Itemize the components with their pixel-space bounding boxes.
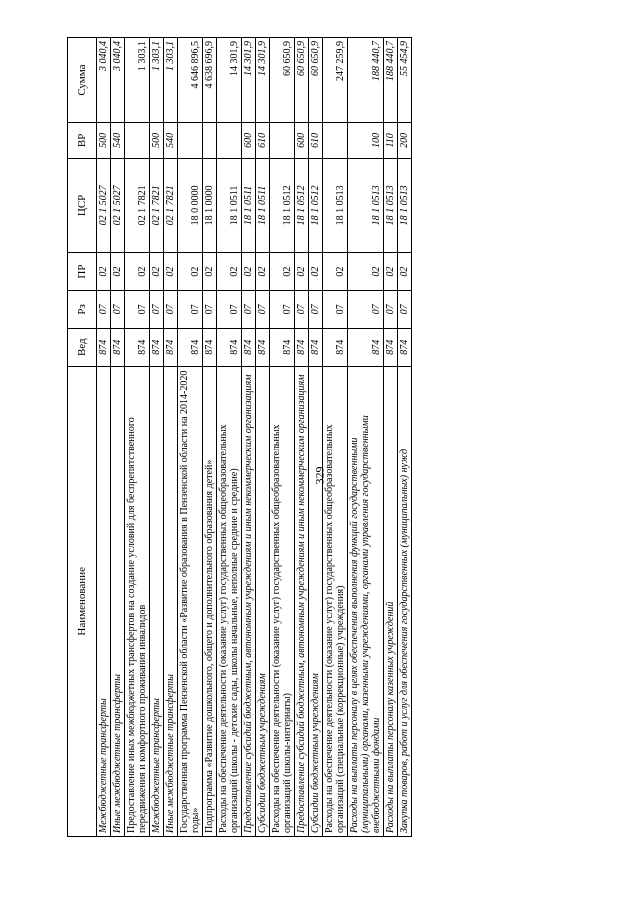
header-vr: ВР bbox=[68, 123, 97, 158]
table-row bbox=[270, 38, 295, 837]
cell-sum: 14 301,9 bbox=[217, 38, 242, 123]
cell-sum: 1 303,1 bbox=[164, 38, 178, 123]
cell-pr: 02 bbox=[309, 253, 323, 291]
cell-pr: 02 bbox=[384, 253, 398, 291]
cell-name: Субсидии бюджетным учреждениям bbox=[309, 366, 323, 836]
cell-csr: 18 1 0511 bbox=[242, 158, 256, 253]
cell-pr: 02 bbox=[295, 253, 309, 291]
cell-rz: 07 bbox=[384, 290, 398, 328]
header-name: Наименование bbox=[68, 366, 97, 836]
cell-ved: 874 bbox=[203, 328, 217, 366]
cell-sum: 3 040,4 bbox=[111, 38, 125, 123]
cell-rz: 07 bbox=[242, 290, 256, 328]
cell-vr: 540 bbox=[164, 123, 178, 158]
cell-csr: 02 1 7821 bbox=[125, 158, 150, 253]
cell-name: Субсидии бюджетным учреждениям bbox=[256, 366, 270, 836]
cell-ved: 874 bbox=[217, 328, 242, 366]
cell-csr: 02 1 7821 bbox=[164, 158, 178, 253]
cell-sum: 188 440,7 bbox=[384, 38, 398, 123]
cell-vr: 600 bbox=[295, 123, 309, 158]
table-row bbox=[348, 38, 384, 837]
table-row bbox=[256, 38, 270, 837]
cell-pr: 02 bbox=[178, 253, 203, 291]
cell-rz: 07 bbox=[295, 290, 309, 328]
cell-vr: 500 bbox=[97, 123, 111, 158]
cell-csr: 18 1 0513 bbox=[323, 158, 348, 253]
cell-vr bbox=[203, 123, 217, 158]
cell-ved: 874 bbox=[384, 328, 398, 366]
cell-pr: 02 bbox=[323, 253, 348, 291]
cell-rz: 07 bbox=[125, 290, 150, 328]
cell-name: Расходы на обеспечение деятельности (оказание услуг) государственных общеобразовательных организаций (специальные (коррекционные) учреждения) bbox=[323, 366, 348, 836]
cell-sum: 55 454,9 bbox=[398, 38, 412, 123]
cell-csr: 18 1 0513 bbox=[384, 158, 398, 253]
cell-vr: 610 bbox=[309, 123, 323, 158]
cell-csr: 18 1 0513 bbox=[398, 158, 412, 253]
table-row bbox=[125, 38, 150, 837]
budget-table bbox=[67, 37, 412, 837]
cell-csr: 18 1 0000 bbox=[203, 158, 217, 253]
cell-rz: 07 bbox=[203, 290, 217, 328]
cell-csr: 02 1 5027 bbox=[97, 158, 111, 253]
cell-ved: 874 bbox=[309, 328, 323, 366]
cell-name: Расходы на выплаты персоналу в целях обеспечения выполнения функций государственными (муниципальными) органами, казенными учреждениями, органами управления государственными внебюджетными фондами bbox=[348, 366, 384, 836]
cell-vr bbox=[217, 123, 242, 158]
cell-name: Предоставление иных межбюджетных трансфертов на создание условий для беспрепятственного передвижения и комфортного проживания инвалидов bbox=[125, 366, 150, 836]
cell-vr bbox=[178, 123, 203, 158]
table-row bbox=[203, 38, 217, 837]
cell-pr: 02 bbox=[217, 253, 242, 291]
cell-sum: 14 301,9 bbox=[256, 38, 270, 123]
cell-vr: 100 bbox=[348, 123, 384, 158]
cell-csr: 18 1 0513 bbox=[348, 158, 384, 253]
cell-ved: 874 bbox=[295, 328, 309, 366]
cell-csr: 18 1 0512 bbox=[309, 158, 323, 253]
cell-sum: 3 040,4 bbox=[97, 38, 111, 123]
header-sum: Сумма bbox=[68, 38, 97, 123]
cell-ved: 874 bbox=[242, 328, 256, 366]
table-row bbox=[242, 38, 256, 837]
cell-pr: 02 bbox=[125, 253, 150, 291]
header-pr: ПР bbox=[68, 253, 97, 291]
cell-csr: 18 1 0511 bbox=[217, 158, 242, 253]
cell-rz: 07 bbox=[111, 290, 125, 328]
cell-ved: 874 bbox=[164, 328, 178, 366]
cell-rz: 07 bbox=[217, 290, 242, 328]
cell-rz: 07 bbox=[164, 290, 178, 328]
cell-pr: 02 bbox=[348, 253, 384, 291]
cell-ved: 874 bbox=[150, 328, 164, 366]
cell-csr: 18 1 0511 bbox=[256, 158, 270, 253]
cell-ved: 874 bbox=[398, 328, 412, 366]
cell-sum: 1 303,1 bbox=[150, 38, 164, 123]
header-rz: Рз bbox=[68, 290, 97, 328]
cell-rz: 07 bbox=[323, 290, 348, 328]
cell-rz: 07 bbox=[256, 290, 270, 328]
cell-pr: 02 bbox=[111, 253, 125, 291]
cell-name: Расходы на обеспечение деятельности (оказание услуг) государственных общеобразовательных организаций (школы-интернаты) bbox=[270, 366, 295, 836]
cell-pr: 02 bbox=[203, 253, 217, 291]
page-number: 329 bbox=[312, 466, 327, 485]
cell-sum: 4 646 896,5 bbox=[178, 38, 203, 123]
cell-csr: 18 1 0512 bbox=[270, 158, 295, 253]
table-row bbox=[150, 38, 164, 837]
cell-name: Расходы на обеспечение деятельности (оказание услуг) государственных общеобразовательных организаций (школы - детские сады, школы начальные, неполные средние и средние) bbox=[217, 366, 242, 836]
cell-vr: 110 bbox=[384, 123, 398, 158]
table-row bbox=[178, 38, 203, 837]
cell-vr: 610 bbox=[256, 123, 270, 158]
cell-rz: 07 bbox=[150, 290, 164, 328]
cell-vr bbox=[270, 123, 295, 158]
cell-rz: 07 bbox=[97, 290, 111, 328]
table-header-row bbox=[68, 38, 97, 837]
table-row bbox=[323, 38, 348, 837]
cell-vr: 200 bbox=[398, 123, 412, 158]
table-row bbox=[309, 38, 323, 837]
cell-ved: 874 bbox=[125, 328, 150, 366]
cell-pr: 02 bbox=[150, 253, 164, 291]
cell-vr bbox=[323, 123, 348, 158]
cell-pr: 02 bbox=[97, 253, 111, 291]
table-row bbox=[217, 38, 242, 837]
cell-rz: 07 bbox=[398, 290, 412, 328]
cell-sum: 60 650,9 bbox=[309, 38, 323, 123]
cell-rz: 07 bbox=[348, 290, 384, 328]
cell-pr: 02 bbox=[270, 253, 295, 291]
cell-vr: 600 bbox=[242, 123, 256, 158]
cell-csr: 18 0 0000 bbox=[178, 158, 203, 253]
table-row bbox=[384, 38, 398, 837]
cell-ved: 874 bbox=[256, 328, 270, 366]
cell-vr: 500 bbox=[150, 123, 164, 158]
cell-ved: 874 bbox=[111, 328, 125, 366]
table-row bbox=[398, 38, 412, 837]
cell-vr bbox=[125, 123, 150, 158]
table-row bbox=[164, 38, 178, 837]
budget-table-container bbox=[67, 37, 575, 837]
cell-name: Межбюджетные трансферты bbox=[97, 366, 111, 836]
cell-name: Предоставление субсидий бюджетным, автономным учреждениям и иным некоммерческим организациям bbox=[295, 366, 309, 836]
table-body bbox=[97, 38, 412, 837]
cell-name: Межбюджетные трансферты bbox=[150, 366, 164, 836]
header-ved: Вед bbox=[68, 328, 97, 366]
cell-ved: 874 bbox=[323, 328, 348, 366]
cell-name: Подпрограмма «Развитие дошкольного, общего и дополнительного образования детей» bbox=[203, 366, 217, 836]
cell-csr: 02 1 5027 bbox=[111, 158, 125, 253]
cell-ved: 874 bbox=[97, 328, 111, 366]
cell-name: Расходы на выплаты персоналу казенных учреждений bbox=[384, 366, 398, 836]
cell-pr: 02 bbox=[398, 253, 412, 291]
table-row bbox=[295, 38, 309, 837]
cell-pr: 02 bbox=[164, 253, 178, 291]
cell-sum: 247 259,9 bbox=[323, 38, 348, 123]
cell-sum: 14 301,9 bbox=[242, 38, 256, 123]
cell-name: Иные межбюджетные трансферты bbox=[111, 366, 125, 836]
cell-sum: 188 440,7 bbox=[348, 38, 384, 123]
cell-sum: 4 638 696,9 bbox=[203, 38, 217, 123]
cell-name: Закупка товаров, работ и услуг для обеспечения государственных (муниципальных) нужд bbox=[398, 366, 412, 836]
cell-csr: 02 1 7821 bbox=[150, 158, 164, 253]
cell-name: Иные межбюджетные трансферты bbox=[164, 366, 178, 836]
cell-rz: 07 bbox=[178, 290, 203, 328]
cell-pr: 02 bbox=[256, 253, 270, 291]
cell-rz: 07 bbox=[270, 290, 295, 328]
table-row bbox=[97, 38, 111, 837]
cell-name: Государственная программа Пензенской области «Развитие образования в Пензенской области на 2014-2020 годы» bbox=[178, 366, 203, 836]
cell-sum: 60 650,9 bbox=[270, 38, 295, 123]
cell-sum: 1 303,1 bbox=[125, 38, 150, 123]
cell-vr: 540 bbox=[111, 123, 125, 158]
cell-ved: 874 bbox=[178, 328, 203, 366]
cell-rz: 07 bbox=[309, 290, 323, 328]
cell-name: Предоставление субсидий бюджетным, автономным учреждениям и иным некоммерческим организациям bbox=[242, 366, 256, 836]
table-row bbox=[111, 38, 125, 837]
cell-pr: 02 bbox=[242, 253, 256, 291]
cell-ved: 874 bbox=[348, 328, 384, 366]
cell-sum: 60 650,9 bbox=[295, 38, 309, 123]
cell-csr: 18 1 0512 bbox=[295, 158, 309, 253]
cell-ved: 874 bbox=[270, 328, 295, 366]
header-csr: ЦСР bbox=[68, 158, 97, 253]
